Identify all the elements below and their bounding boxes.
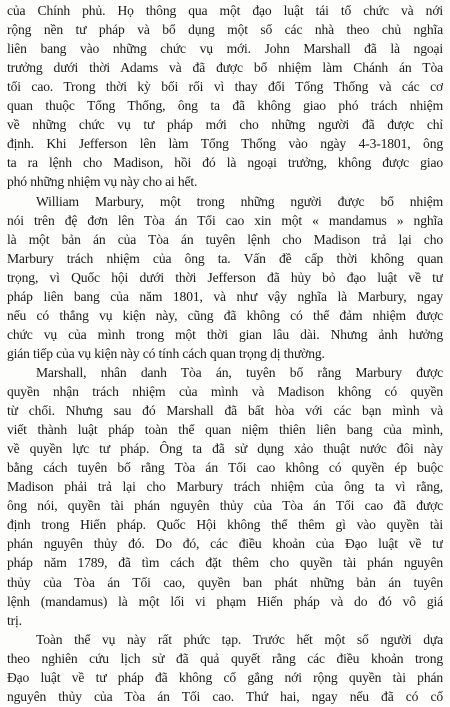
text-line: chức vụ của mình trong một thời gian lâu dài. Nhưng ảnh hưởng	[7, 326, 443, 342]
text-line: trọng, vì Quốc hội dưới thời Jefferson đã hủy bỏ đạo luật về tư	[7, 269, 443, 285]
text-line: quyền nhận trách nhiệm của mình và Madison không có quyền	[7, 384, 443, 399]
text-line: quan thuộc Tổng Thống, ông ta đã không giao phó trách nhiệm	[7, 98, 443, 114]
text-line: Toàn thể vụ này rất phức tạp. Trước hết một số người dựa	[36, 631, 443, 647]
text-line: của Chính phủ. Họ thông qua một đạo luật tái tổ chức và nới	[7, 3, 443, 18]
text-line: bằng cách tuyên bố rằng Tòa án Tối cao không có quyền ép buộc	[7, 460, 443, 476]
text-line: phán nguyên thủy đó. Do đó, các điều khoản của Đạo luật về tư	[7, 536, 443, 552]
text-line: liên bang vào những chức vụ mới. John Marshall đã là ngoại	[7, 41, 443, 57]
text-line: định trong Hiến pháp. Quốc Hội không thể thêm gì vào quyền tài	[7, 517, 443, 533]
text-line: pháp liên bang của năm 1801, và như vậy nghĩa là Marbury, ngay	[7, 288, 443, 304]
text-line: lệnh (mandamus) là một lối vi phạm Hiến pháp và do đó vô giá	[7, 593, 443, 609]
text-line: Marshall, nhân danh Tòa án, tuyên bố rằng Marbury được	[36, 364, 443, 380]
text-line: William Marbury, một trong những người được bổ nhiệm	[36, 193, 443, 209]
text-line: tối cao. Trong thời kỳ bối rối vì thay đổi Tổng Thống và các cơ	[7, 79, 443, 95]
text-line: về quyền lực tư pháp. Ông ta đã sử dụng xảo thuật nước đôi này	[7, 441, 443, 457]
text-line: theo nghiên cứu lịch sử đã quả quyết rằng các điều khoản trong	[7, 650, 443, 666]
text-line: Đạo luật về tư pháp đã không cố gắng nới rộng quyền tài phán	[7, 669, 443, 685]
text-line: Marbury trách nhiệm của ông ta. Vấn đề cấp thời không quan	[7, 250, 443, 266]
text-line: nếu có thắng vụ kiện này, cũng đã không có thể đảm nhiệm được	[7, 307, 443, 323]
text-line: về những chức vụ tư pháp mới cho những người đã được chỉ	[7, 117, 443, 133]
text-line: Madison phải trả lại cho Marbury trách nhiệm của ông ta vì rằng,	[7, 479, 443, 495]
text-line: từ chối. Nhưng sau đó Marshall đã bất hòa với các bạn mình và	[7, 403, 443, 419]
text-line: nguyên thủy của Tòa án Tối cao. Thứ hai, ngay nếu đã có cố	[7, 688, 443, 704]
text-line: nói trên đệ đơn lên Tòa án Tối cao xin một « mandamus » nghĩa	[7, 212, 443, 228]
text-line: viết thành luật pháp toàn thể quan niệm thiên liên bang của mình,	[7, 422, 443, 438]
text-line: thủy của Tòa án Tối cao, quyền ban phát những bản án tuyên	[7, 574, 443, 590]
text-line: phó những nhiệm vụ này cho ai hết.	[7, 174, 198, 190]
text-line: rộng nền tư pháp và bổ dụng một số các nhà theo chủ nghĩa	[7, 22, 443, 38]
text-line: định. Khi Jefferson lên làm Tổng Thống vào ngày 4-3-1801, ông	[7, 136, 443, 152]
text-line: pháp năm 1789, đã tìm cách đặt thêm cho quyền tài phán nguyên	[7, 555, 443, 571]
text-line: gián tiếp của vụ kiện này có tính cách quan trọng dị thường.	[7, 345, 325, 361]
text-line: là một bản án của Tòa án tuyên lệnh cho Madison trả lại cho	[7, 231, 443, 247]
text-line: ông nói, quyền tài phán nguyên thủy của Tòa án Tối cao đã được	[7, 498, 443, 514]
text-line: trị.	[7, 612, 22, 628]
text-line: ta ra lệnh cho Madison, hồi đó là ngoại trưởng, không được giao	[7, 155, 443, 171]
text-line: trưởng dưới thời Adams và đã được bổ nhiệm làm Chánh án Tòa	[7, 60, 443, 76]
